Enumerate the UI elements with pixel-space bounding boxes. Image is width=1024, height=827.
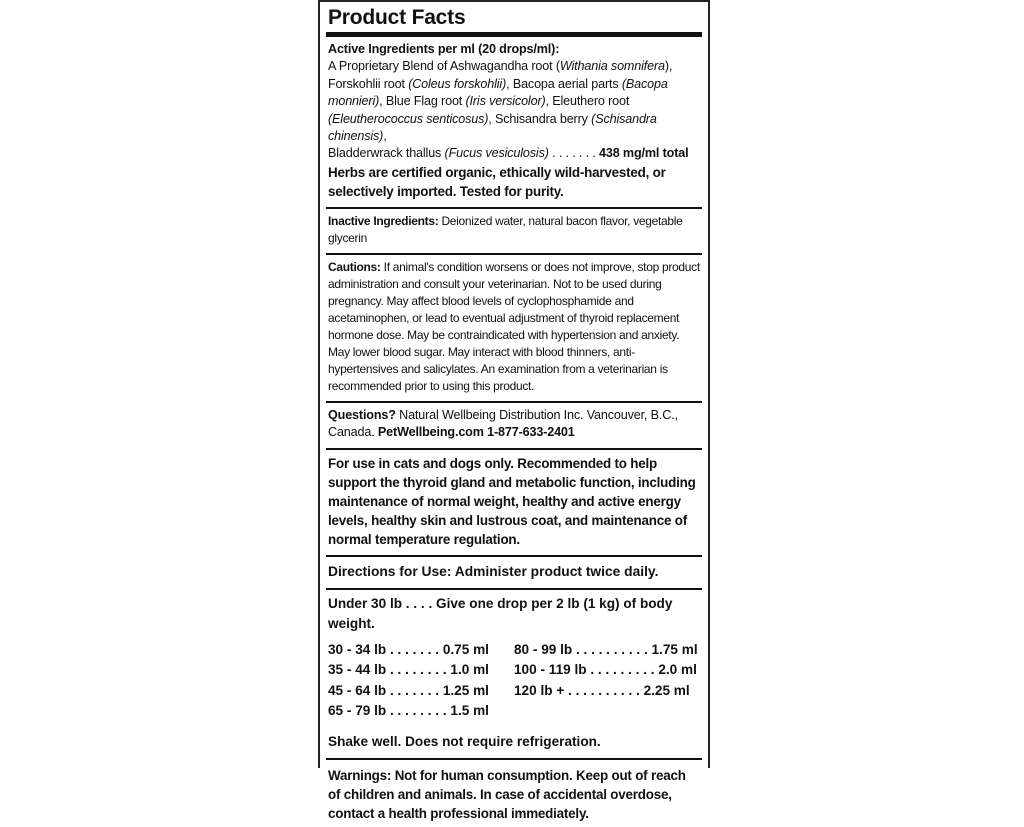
dose-row: 120 lb + . . . . . . . . . . 2.25 ml — [514, 682, 690, 698]
dose-row: 65 - 79 lb . . . . . . . . 1.5 ml — [328, 703, 489, 719]
under-30-row: Under 30 lb . . . . Give one drop per 2 lb (1 kg) of body weight. — [328, 595, 673, 631]
label-title: Product Facts — [328, 6, 466, 29]
dose-row: 80 - 99 lb . . . . . . . . . . 1.75 ml — [514, 641, 698, 657]
inactive-section: Inactive Ingredients: Deionized water, natural bacon flavor, vegetable glycerin — [328, 213, 683, 245]
cautions-section: Cautions: If animal's condition worsens or does not improve, stop product administration and consult your veterinarian. Not to be used during pregnancy. May affect blood levels of cyclophosphamide and acetaminophen, or lead to eventual adjustment of thyroid replacement hormone dose. May be contraindicated with hypertension and anxiety. May lower blood sugar. May interact with blood thinners, anti-hypertensives and salicylates. An examination from a veterinarian is recommended prior to using this product. — [328, 259, 700, 393]
dose-row: 35 - 44 lb . . . . . . . . 1.0 ml — [328, 662, 489, 678]
dose-row: 45 - 64 lb . . . . . . . 1.25 ml — [328, 682, 489, 698]
active-line-4: (Eleutherococcus senticosus), Schisandra berry (Schisandra chinensis), — [328, 111, 657, 144]
dose-column-left — [328, 640, 514, 722]
shake-note: Shake well. Does not require refrigeration. — [328, 733, 601, 749]
active-line-5: Bladderwrack thallus (Fucus vesiculosis) . . . . . . . 438 mg/ml total — [328, 146, 689, 161]
active-line-3: monnieri), Blue Flag root (Iris versicolor), Eleuthero root — [328, 94, 630, 109]
use-section — [328, 450, 700, 555]
questions-section: Questions? Natural Wellbeing Distribution Inc. Vancouver, B.C., Canada. PetWellbeing.com 1-877-633-2401 — [328, 407, 678, 440]
warnings-section: Warnings: Not for human consumption. Keep out of reach of children and animals. In case of accidental overdose, contact a health professional immediately. — [328, 767, 686, 821]
product-facts-label — [318, 0, 710, 821]
dose-table — [328, 640, 700, 722]
herbs-note: Herbs are certified organic, ethically wild-harvested, or selectively imported. Tested for purity. — [328, 164, 666, 199]
directions-heading: Directions for Use: Administer product twice daily. — [328, 563, 659, 579]
active-line-1: A Proprietary Blend of Ashwagandha root (Withania somnifera), — [328, 59, 673, 74]
active-ingredients-section — [328, 37, 700, 207]
dose-row: 100 - 119 lb . . . . . . . . . 2.0 ml — [514, 662, 697, 678]
use-text: For use in cats and dogs only. Recommended to help support the thyroid gland and metabolic function, including maintenance of normal weight, healthy and active energy levels, healthy skin and lustrous coat, and maintenance of normal temperature regulation. — [328, 455, 696, 547]
directions-section — [328, 557, 700, 752]
divider — [326, 588, 702, 590]
active-line-2: Forskohlii root (Coleus forskohlii), Bacopa aerial parts (Bacopa — [328, 76, 668, 91]
active-heading: Active Ingredients per ml (20 drops/ml): — [328, 42, 560, 56]
dose-row: 30 - 34 lb . . . . . . . 0.75 ml — [328, 641, 489, 657]
dose-column-right — [514, 640, 700, 722]
